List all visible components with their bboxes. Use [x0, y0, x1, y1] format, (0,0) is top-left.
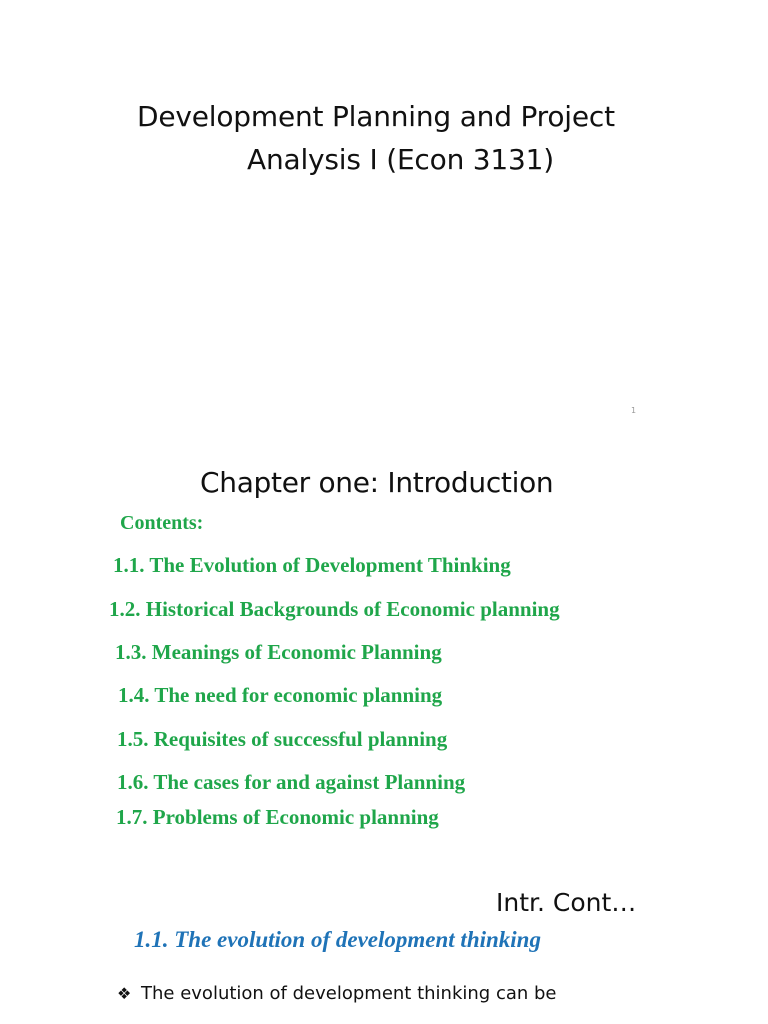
slide-title: Intr. Cont… [496, 888, 637, 917]
toc-item: 1.3. Meanings of Economic Planning [115, 640, 442, 664]
slide-title-line-2: Analysis I (Econ 3131) [247, 143, 554, 176]
page-number: 1 [631, 406, 637, 415]
toc-item: 1.2. Historical Backgrounds of Economic planning [109, 597, 560, 621]
diamond-bullet-icon: ❖ [117, 984, 132, 1003]
section-heading: 1.1. The evolution of development thinking [134, 927, 541, 952]
slide-1 [0, 0, 768, 430]
slide-title-line-1: Development Planning and Project [137, 100, 615, 133]
toc-item: 1.5. Requisites of successful planning [117, 727, 448, 751]
bullet-text: The evolution of development thinking can be [141, 983, 557, 1004]
toc-item: 1.4. The need for economic planning [118, 683, 443, 707]
slide-3 [0, 870, 768, 1024]
bullet-item [117, 983, 557, 1004]
slide-2 [0, 430, 768, 870]
toc-item: 1.1. The Evolution of Development Thinking [113, 553, 511, 577]
toc-item: 1.6. The cases for and against Planning [117, 770, 466, 794]
chapter-title: Chapter one: Introduction [200, 466, 554, 499]
toc-item: 1.7. Problems of Economic planning [116, 805, 439, 829]
contents-label: Contents: [120, 512, 204, 534]
